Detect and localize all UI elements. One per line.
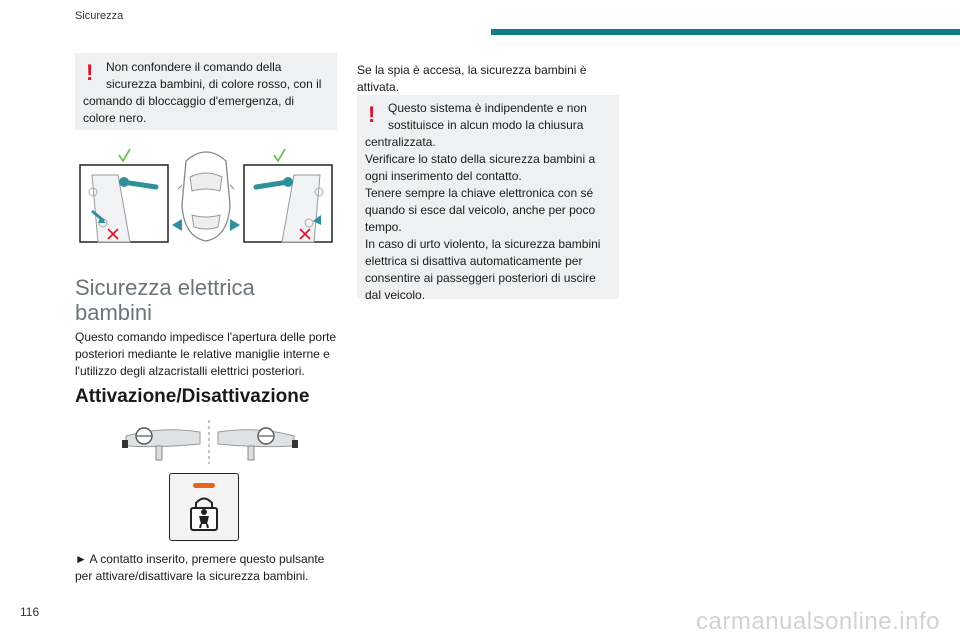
warning-line: sicurezza bambini, di colore rosso, con il: [106, 77, 322, 91]
warning-line: quando si esce dal veicolo, anche per poco: [365, 203, 596, 217]
indicator-paragraph: [357, 62, 627, 96]
text-line: attivata.: [357, 80, 400, 94]
intro-paragraph: [75, 329, 350, 380]
text-line: per attivare/disattivare la sicurezza bambini.: [75, 569, 309, 583]
warning-line: consentire ai passeggeri posteriori di uscire: [365, 271, 596, 285]
section-header: Sicurezza: [75, 10, 124, 22]
text-line: l'utilizzo degli alzacristalli elettrici posteriori.: [75, 364, 305, 378]
warning-line: Verificare lo stato della sicurezza bambini a: [365, 152, 596, 166]
header-accent-bar: [491, 29, 960, 35]
section-title-line: Sicurezza elettrica: [75, 275, 255, 300]
watermark: carmanualsonline.info: [696, 608, 940, 635]
child-lock-indicator-led: [193, 483, 215, 488]
subsection-title: Attivazione/Disattivazione: [75, 386, 310, 407]
exclamation-warning-icon: !: [368, 102, 376, 127]
text-line: Se la spia è accesa, la sicurezza bambini è: [357, 63, 587, 77]
warning-line: elettrica si disattiva automaticamente per: [365, 254, 583, 268]
warning-line: colore nero.: [83, 111, 147, 125]
warning-box-2: [357, 95, 619, 302]
warning-line: ogni inserimento del contatto.: [365, 169, 522, 183]
warning-line: Tenere sempre la chiave elettronica con sé: [365, 186, 594, 200]
warning-line: comando di bloccaggio d'emergenza, di: [83, 94, 295, 108]
warning-line: centralizzata.: [365, 135, 436, 149]
warning-line: Questo sistema è indipendente e non: [388, 101, 587, 115]
steering-wheel-position-illustration: [120, 418, 300, 468]
warning-line: dal veicolo.: [365, 288, 426, 302]
child-lock-icon: [189, 494, 219, 532]
section-title-line: bambini: [75, 300, 153, 325]
section-title: [75, 275, 255, 325]
warning-line: tempo.: [365, 220, 402, 234]
child-lock-door-illustration: [78, 145, 334, 245]
instruction-paragraph: [75, 551, 350, 585]
exclamation-warning-icon: !: [86, 60, 94, 85]
warning-line: sostituisce in alcun modo la chiusura: [388, 118, 584, 132]
warning-box-1: [75, 53, 337, 130]
warning-line: Non confondere il comando della: [106, 60, 282, 74]
page-number: 116: [20, 605, 40, 619]
warning-line: In caso di urto violento, la sicurezza bambini: [365, 237, 601, 251]
text-line: posteriori mediante le relative maniglie interne e: [75, 347, 330, 361]
child-lock-button[interactable]: [169, 473, 239, 541]
text-line: ► A contatto inserito, premere questo pulsante: [75, 552, 325, 566]
text-line: Questo comando impedisce l'apertura delle porte: [75, 330, 337, 344]
